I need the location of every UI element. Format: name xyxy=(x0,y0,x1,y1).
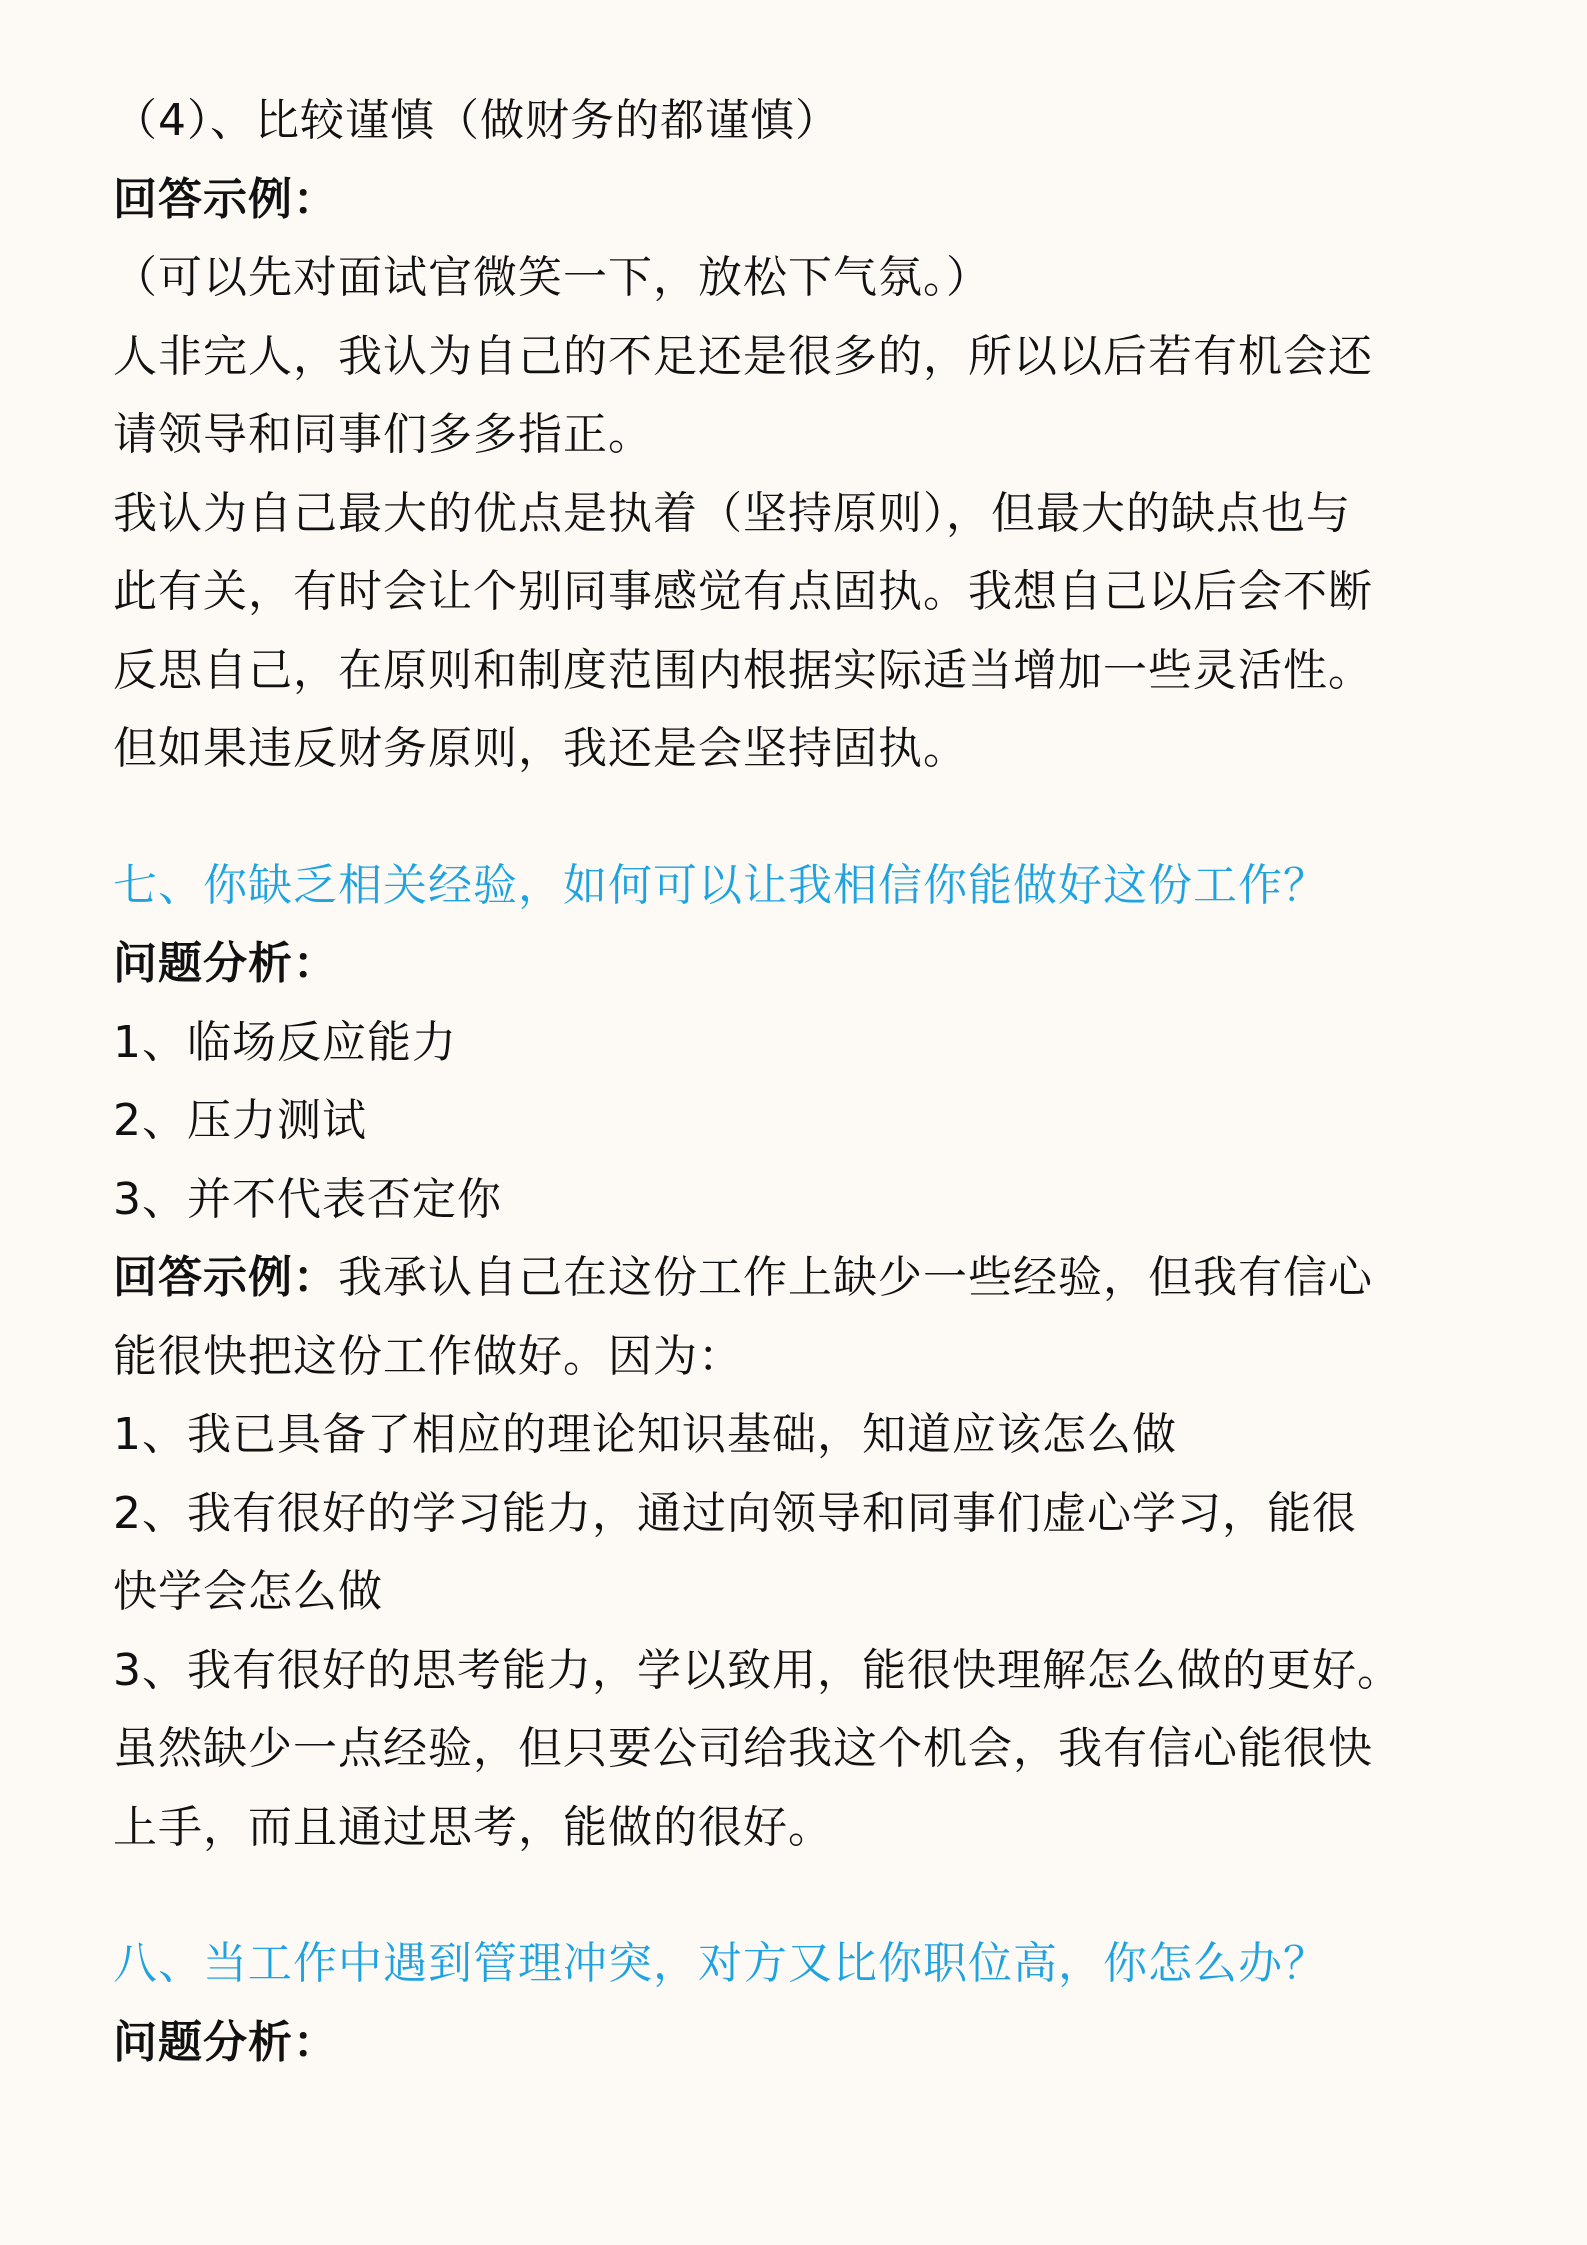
section6-answer-line: 请领导和同事们多多指正。 xyxy=(113,409,653,460)
section7-analysis-item: 1、临场反应能力 xyxy=(113,1016,457,1068)
section7-heading: 七、你缺乏相关经验，如何可以让我相信你能做好这份工作？ xyxy=(113,859,1328,911)
section-spacer xyxy=(113,1867,1483,1925)
section6-item-4: （4）、比较谨慎（做财务的都谨慎） xyxy=(113,95,840,146)
section-spacer xyxy=(113,789,1483,847)
section6-answer-line: 但如果违反财务原则，我还是会坚持固执。 xyxy=(113,723,968,774)
section7-answer-line: 快学会怎么做 xyxy=(113,1566,383,1617)
section6-answer-line: 我认为自己最大的优点是执着（坚持原则），但最大的缺点也与 xyxy=(113,487,1351,539)
section6-answer-label: 回答示例： xyxy=(113,173,338,225)
section7-answer-line: 虽然缺少一点经验，但只要公司给我这个机会，我有信心能很快 xyxy=(113,1723,1373,1774)
section7-answer-first-line xyxy=(113,1239,1483,1318)
section8-heading: 八、当工作中遇到管理冲突，对方又比你职位高，你怎么办？ xyxy=(113,1938,1328,1989)
section6-answer-line: 反思自己，在原则和制度范围内根据实际适当增加一些灵活性。 xyxy=(113,644,1373,696)
section7-answer-line: 上手，而且通过思考，能做的很好。 xyxy=(113,1801,833,1853)
section7-answer-line: 能很快把这份工作做好。因为： xyxy=(113,1330,743,1382)
section6-answer-line: （可以先对面试官微笑一下，放松下气氛。） xyxy=(113,252,991,303)
section7-analysis-item: 3、并不代表否定你 xyxy=(113,1173,502,1225)
section7-analysis-label: 问题分析： xyxy=(113,938,338,989)
section7-answer-label: 回答示例： xyxy=(113,1252,338,1303)
article-body xyxy=(113,82,1483,2082)
section7-analysis-item: 2、压力测试 xyxy=(113,1095,367,1146)
section7-answer-line: 2、我有很好的学习能力，通过向领导和同事们虚心学习，能很 xyxy=(113,1487,1357,1539)
section6-answer-line: 此有关，有时会让个别同事感觉有点固执。我想自己以后会不断 xyxy=(113,566,1373,617)
section8-analysis-label: 问题分析： xyxy=(113,2016,338,2068)
section7-answer-line: 1、我已具备了相应的理论知识基础，知道应该怎么做 xyxy=(113,1409,1177,1460)
section6-answer-line: 人非完人，我认为自己的不足还是很多的，所以以后若有机会还 xyxy=(113,330,1373,382)
section7-answer-line: 3、我有很好的思考能力，学以致用，能很快理解怎么做的更好。 xyxy=(113,1644,1402,1696)
section7-answer-text: 我承认自己在这份工作上缺少一些经验，但我有信心 xyxy=(338,1252,1373,1303)
